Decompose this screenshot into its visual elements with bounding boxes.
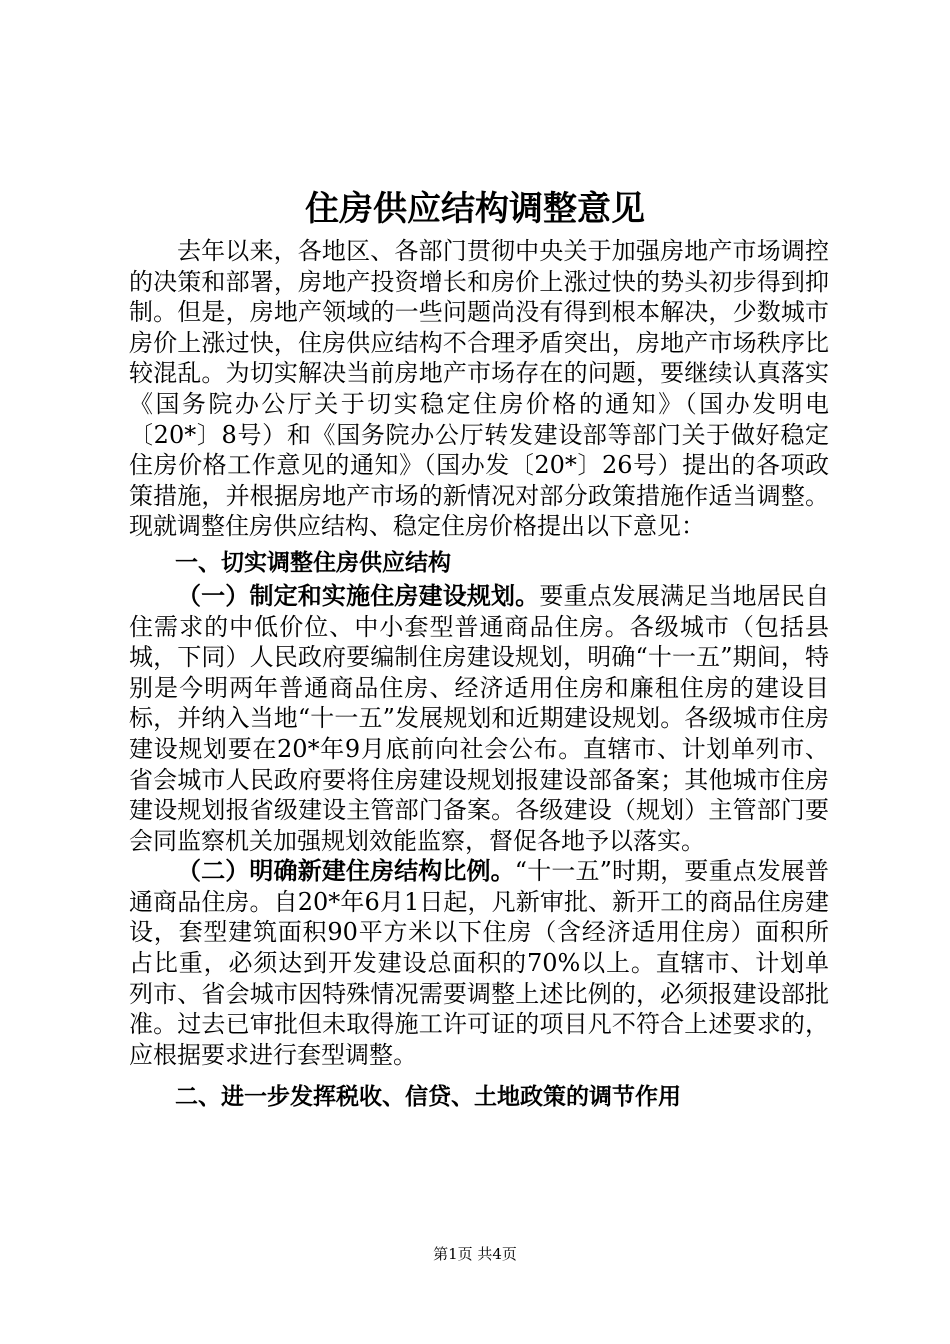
document-body bbox=[129, 236, 829, 1115]
page-footer: 第1页 共4页 bbox=[433, 1245, 517, 1263]
section-heading-2: 二、进一步发挥税收、信贷、土地政策的调节作用 bbox=[175, 1084, 681, 1111]
item-body-1: 要重点发展满足当地居民自住需求的中低价位、中小套型普通商品住房。各级城市（包括县城，下同）人民政府要编制住房建设规划，明确“十一五”期间，特别是今明两年普通商品住房、经济适用住房和廉租住房的建设目标，并纳入当地“十一五”发展规划和近期建设规划。各级城市住房建设规划要在20*年9月底前向社会公布。直辖市、计划单列市、省会城市人民政府要将住房建设规划报建设部备案；其他城市住房建设规划报省级建设主管部门备案。各级建设（规划）主管部门要会同监察机关加强规划效能监察，督促各地予以落实。 bbox=[129, 581, 830, 855]
item-heading-2: （二）明确新建住房结构比例。 bbox=[177, 857, 515, 886]
item-paragraph-2 bbox=[129, 856, 829, 1070]
section-heading-1: 一、切实调整住房供应结构 bbox=[175, 549, 451, 576]
document-title: 住房供应结构调整意见 bbox=[305, 189, 645, 229]
item-paragraph-1 bbox=[129, 581, 829, 856]
item-body-2: “十一五”时期，要重点发展普通商品住房。自20*年6月1日起，凡新审批、新开工的商品住房建设，套型建筑面积90平方米以下住房（含经济适用住房）面积所占比重，必须达到开发建设总面积的70%以上。直辖市、计划单列市、省会城市因特殊情况需要调整上述比例的，必须报建设部批准。过去已审批但未取得施工许可证的项目凡不符合上述要求的，应根据要求进行套型调整。 bbox=[129, 857, 829, 1069]
intro-paragraph: 去年以来，各地区、各部门贯彻中央关于加强房地产市场调控的决策和部署，房地产投资增长和房价上涨过快的势头初步得到抑制。但是，房地产领域的一些问题尚没有得到根本解决，少数城市房价上涨过快，住房供应结构不合理矛盾突出，房地产市场秩序比较混乱。为切实解决当前房地产市场存在的问题，要继续认真落实《国务院办公厅关于切实稳定住房价格的通知》（国办发明电〔20*〕8号）和《国务院办公厅转发建设部等部门关于做好稳定住房价格工作意见的通知》（国办发〔20*〕26号）提出的各项政策措施，并根据房地产市场的新情况对部分政策措施作适当调整。现就调整住房供应结构、稳定住房价格提出以下意见： bbox=[129, 237, 829, 541]
item-heading-1: （一）制定和实施住房建设规划。 bbox=[177, 581, 540, 610]
